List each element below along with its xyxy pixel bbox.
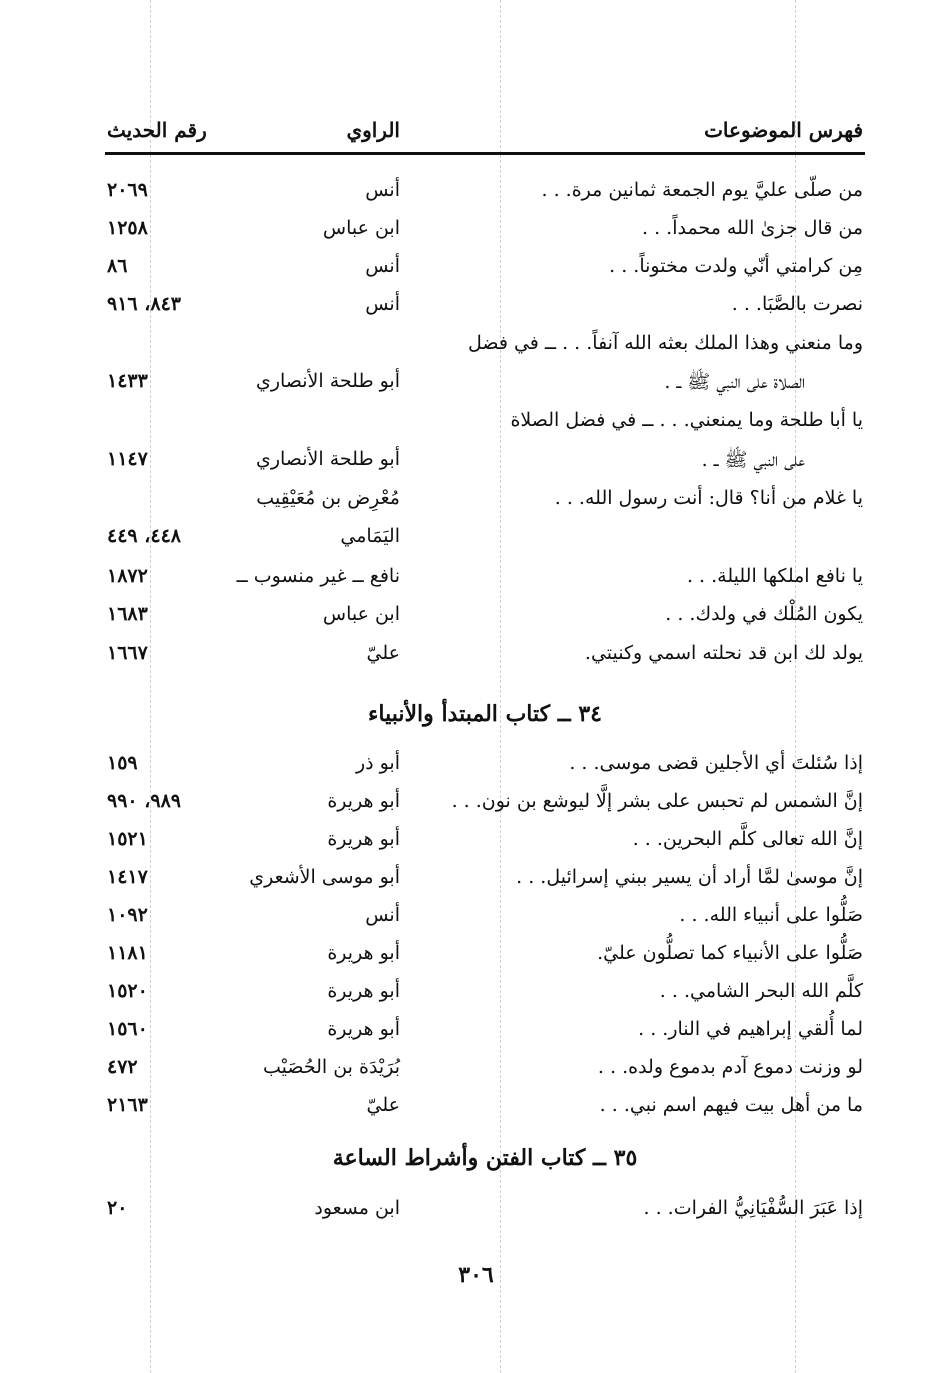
table-row [105,1090,865,1126]
narrator-text: مُعْرِض بن مُعَيْقِيب [256,487,400,509]
narrator-text: أبو هريرة [327,828,400,850]
table-row [105,1193,865,1229]
hadith-number: ١٥٢١ [107,828,148,850]
table-row [105,366,865,402]
table-row [105,976,865,1012]
page-number [0,1262,952,1298]
narrator-text: أبو هريرة [327,1018,400,1040]
topic-text: لو وزنت دموع آدم بدموع ولده. . . [597,1056,863,1078]
header-topics: فهرس الموضوعات [704,118,863,142]
table-row [105,561,865,597]
table-header [105,118,865,155]
table-row [105,638,865,674]
topic-text: إنَّ الشمس لم تحبس على بشر إلَّا ليوشع بن نون. . . [451,790,863,812]
hadith-number: ١٦٦٧ [107,642,148,664]
topic-text: على النبي ﷺ ــ . [701,449,805,471]
topic-text: صَلُّوا على أنبياء الله. . . [679,904,863,926]
table-row [105,900,865,936]
topic-text: وما منعني وهذا الملك بعثه الله آنفاً. . . ــ في فضل [467,332,863,354]
table-row [105,328,865,364]
section-title: ٣٤ ــ كتاب المبتدأ والأنبياء [368,701,602,727]
topic-text: إذا سُئلتَ أي الأجلين قضى موسى. . . [569,752,863,774]
hadith-number: ١٥٩ [107,752,138,774]
narrator-text: أبو هريرة [327,980,400,1002]
hadith-number: ٢١٦٣ [107,1094,148,1116]
hadith-number: ١٥٦٠ [107,1018,148,1040]
topic-text: إنَّ الله تعالى كلَّم البحرين. . . [632,828,863,850]
hadith-number: ٨٤٣، ٩١٦ [107,293,181,315]
table-row [105,251,865,287]
hadith-number: ١٢٥٨ [107,217,148,239]
topic-text: يكون المُلْك في ولدك. . . [665,603,863,625]
section-heading-35 [105,1141,865,1181]
topic-text: ما من أهل بيت فيهم اسم نبي. . . [599,1094,863,1116]
topic-text: يا غلام من أنا؟ قال: أنت رسول الله. . . [554,487,863,509]
narrator-text: أنس [365,255,400,277]
table-row [105,444,865,480]
narrator-text: أبو ذر [355,752,400,774]
header-hadith-number: رقم الحديث [107,118,207,142]
table-row [105,862,865,898]
table-row [105,289,865,325]
hadith-number: ١٤١٧ [107,866,148,888]
table-row [105,213,865,249]
narrator-text: اليَمَامي [340,525,400,547]
hadith-number: ١٥٢٠ [107,980,148,1002]
hadith-number: ١١٨١ [107,942,148,964]
hadith-number: ٤٤٨، ٤٤٩ [107,525,181,547]
table-row [105,1014,865,1050]
table-row [105,938,865,974]
hadith-number: ٩٨٩، ٩٩٠ [107,790,181,812]
hadith-number: ١٨٧٢ [107,565,148,587]
narrator-text: ابن عباس [322,217,400,239]
narrator-text: عليّ [366,642,400,664]
header-narrator: الراوي [346,118,400,142]
narrator-text: ابن عباس [322,603,400,625]
topic-text: صَلُّوا على الأنبياء كما تصلُّون عليّ. [597,942,863,964]
hadith-number: ١٤٣٣ [107,370,148,392]
topic-text: إنَّ موسىٰ لمَّا أراد أن يسير ببني إسرائيل. . . [516,866,863,888]
section-title: ٣٥ ــ كتاب الفتن وأشراط الساعة [332,1145,638,1171]
hadith-number: ١٦٨٣ [107,603,148,625]
table-row [105,1052,865,1088]
table-row [105,521,865,557]
table-row [105,175,865,211]
hadith-number: ٢٠ [107,1197,128,1219]
narrator-text: بُرَيْدَة بن الحُصَيْب [262,1056,400,1078]
narrator-text: ابن مسعود [314,1197,400,1219]
table-row [105,483,865,519]
narrator-text: أنس [365,293,400,315]
topic-text: لما أُلقي إبراهيم في النار. . . [638,1018,863,1040]
narrator-text: عليّ [366,1094,400,1116]
topic-text: إذا عَبَرَ السُّفْيَانِيُّ الفرات. . . [643,1197,863,1219]
narrator-text: نافع ــ غير منسوب ــ [236,565,400,587]
topic-text: من قال جزىٰ الله محمداً. . . [642,217,863,239]
topic-text: يا أبا طلحة وما يمنعني. . . ــ في فضل الصلاة [510,409,863,431]
topic-text: كلَّم الله البحر الشامي. . . [659,980,863,1002]
topic-text: الصلاة على النبي ﷺ ــ . [664,371,805,393]
topic-text: مِن كرامتي أنّي ولدت مختوناً. . . [609,255,863,277]
narrator-text: أبو طلحة الأنصاري [255,448,400,470]
narrator-text: أنس [365,904,400,926]
table-row [105,599,865,635]
narrator-text: أبو موسى الأشعري [249,866,400,888]
narrator-text: أبو طلحة الأنصاري [255,370,400,392]
topic-text: يولد لك ابن قد نحلته اسمي وكنيتي. [584,642,863,664]
narrator-text: أبو هريرة [327,790,400,812]
narrator-text: أنس [365,179,400,201]
topic-text: نصرت بالصَّبَا. . . [731,293,863,315]
hadith-number: ١١٤٧ [107,448,148,470]
hadith-number: ٢٠٦٩ [107,179,148,201]
table-row [105,405,865,441]
section-heading-34 [105,697,865,737]
page-number-text: ٣٠٦ [458,1262,494,1288]
narrator-text: أبو هريرة [327,942,400,964]
hadith-number: ٨٦ [107,255,128,277]
topic-text: من صلّى عليَّ يوم الجمعة ثمانين مرة. . . [541,179,863,201]
hadith-number: ٤٧٢ [107,1056,138,1078]
hadith-number: ١٠٩٢ [107,904,148,926]
table-row [105,748,865,784]
table-row [105,824,865,860]
topic-text: يا نافع املكها الليلة. . . [686,565,863,587]
table-row [105,786,865,822]
